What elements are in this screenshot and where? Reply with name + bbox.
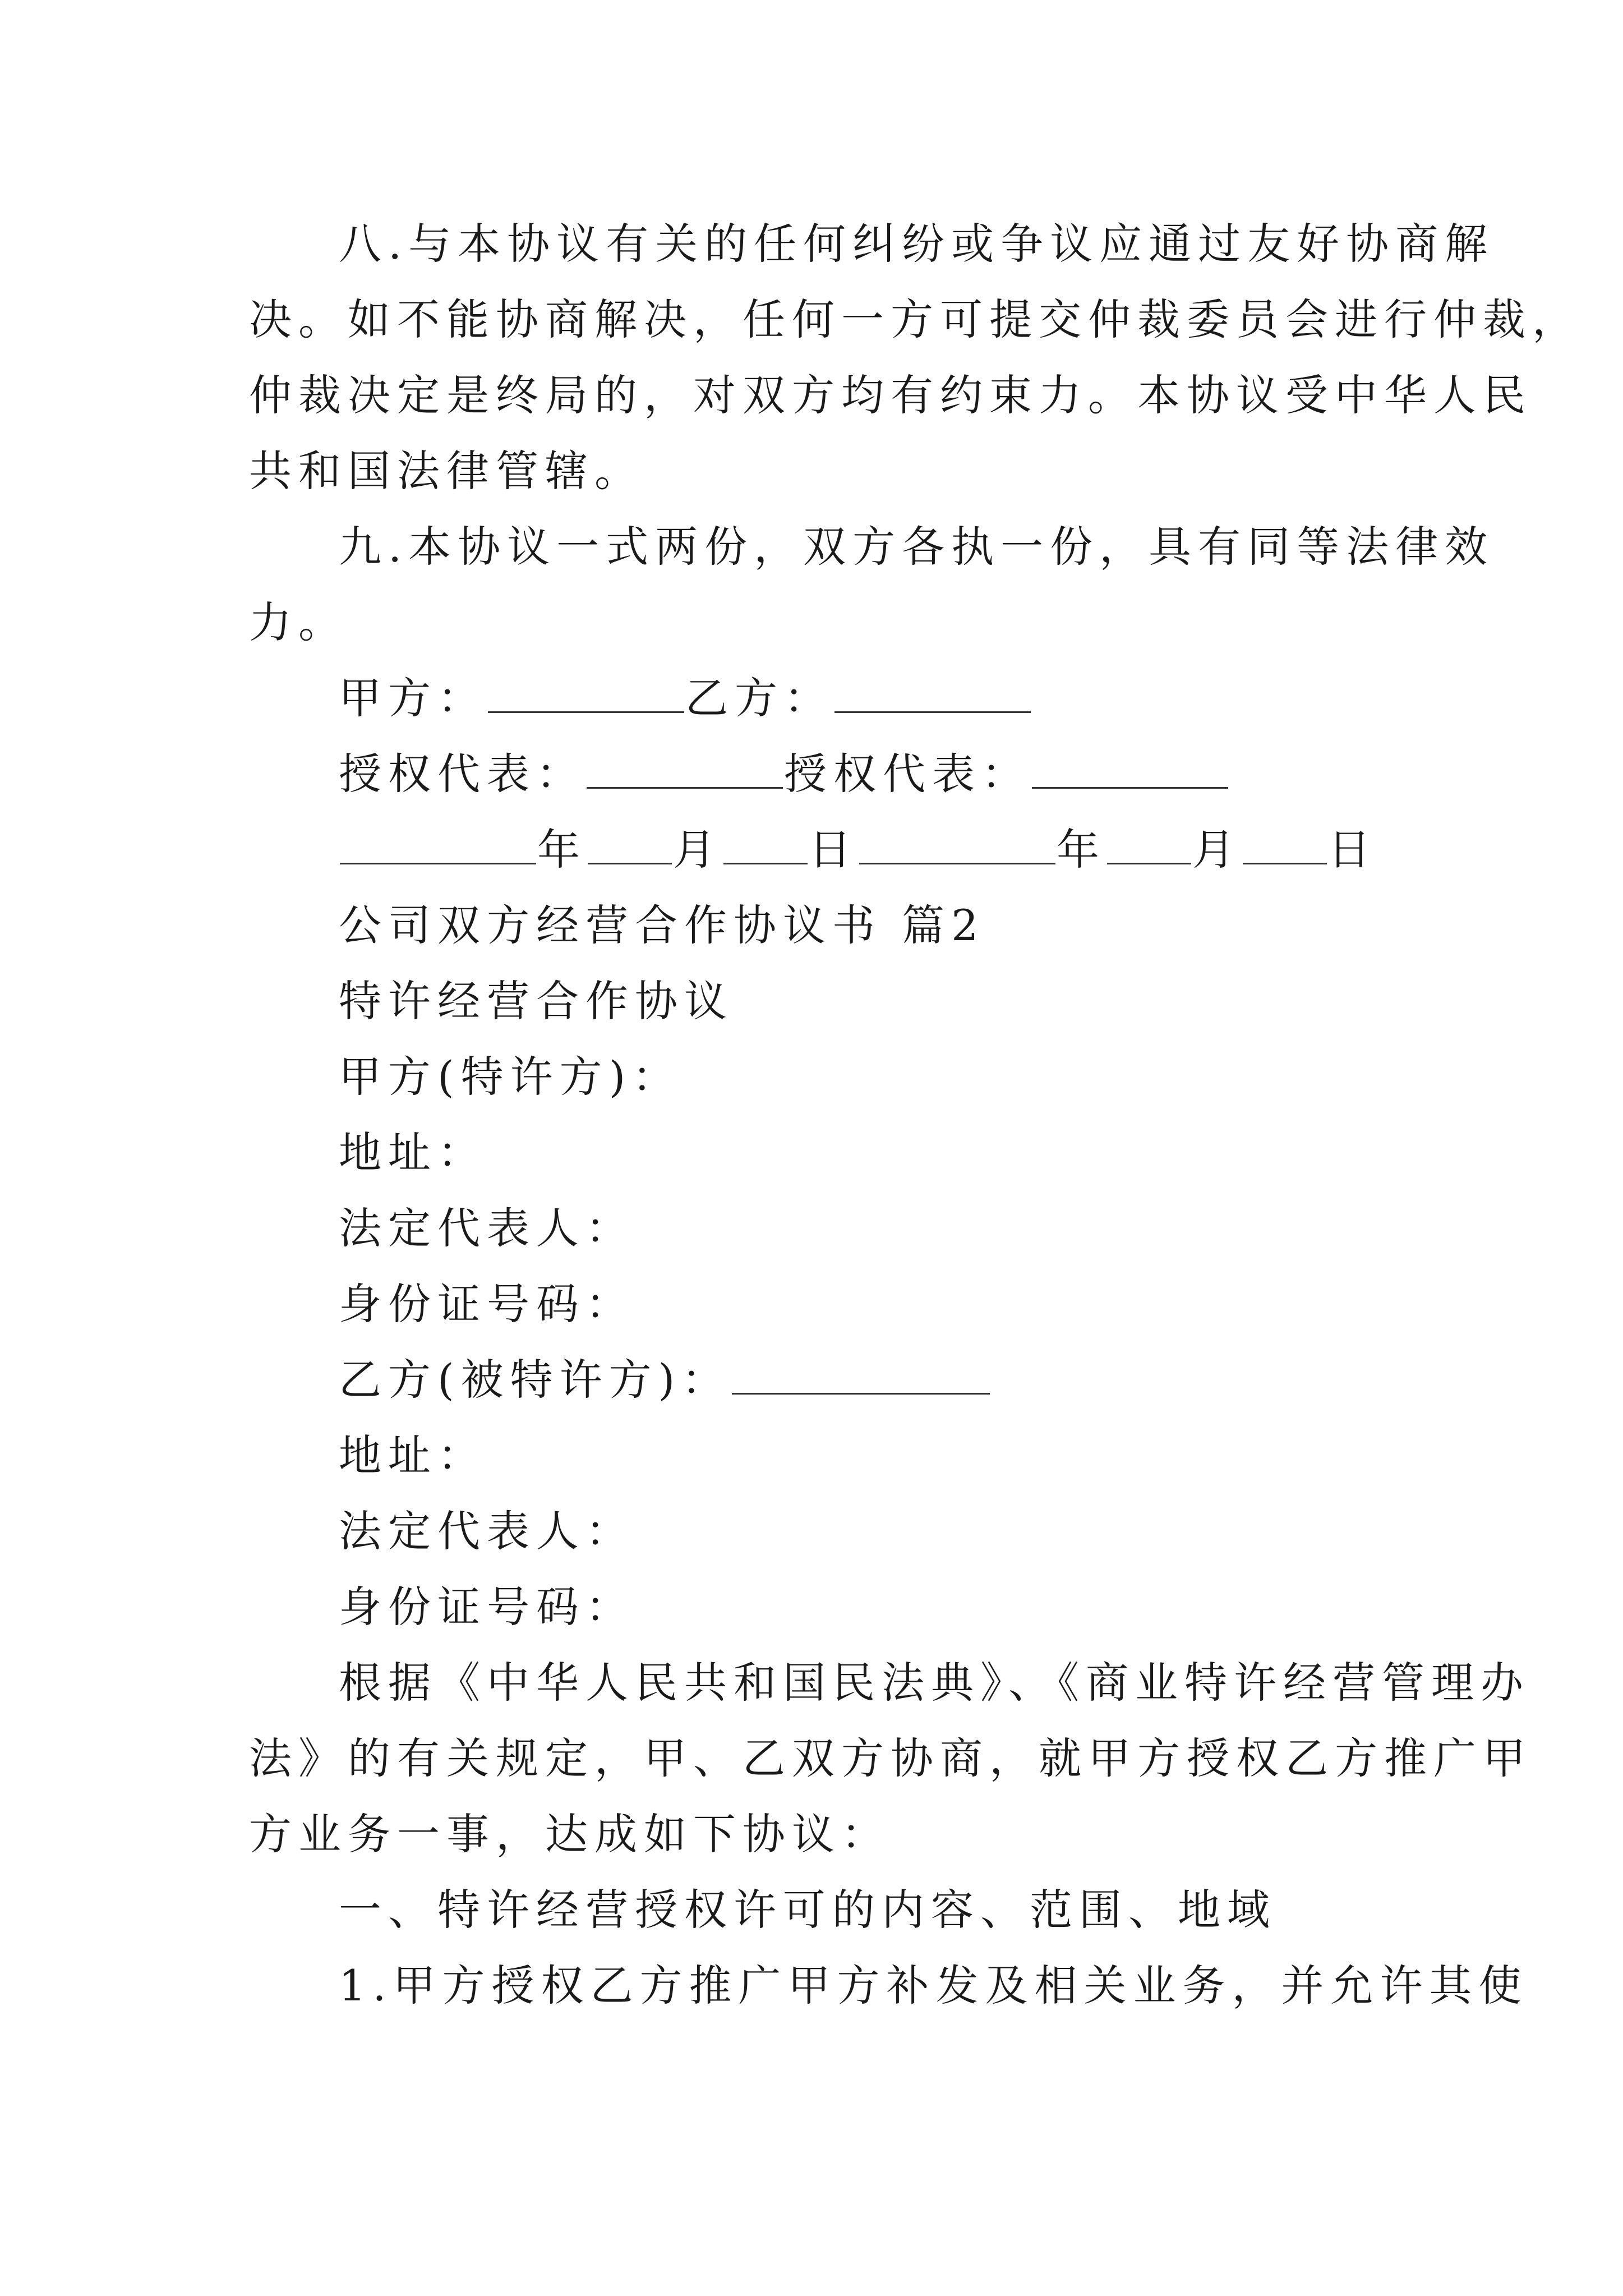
preamble-line-3: 方业务一事，达成如下协议： [249,1809,891,1859]
clause-8-line-2: 决。如不能协商解决，任何一方可提交仲裁委员会进行仲裁， [249,295,1581,344]
signature-parties-line [339,670,1466,726]
clause-8-line-1: 八.与本协议有关的任何纠纷或争议应通过友好协商解 [339,219,1495,269]
signature-reps-line [339,746,1466,802]
party-a-blank [488,672,684,713]
party-b-heading-line [339,1352,1466,1408]
date-a-year: 年 [537,825,587,875]
clause-8-line-4: 共和国法律管辖。 [249,446,644,496]
rep-b-blank [1032,748,1228,789]
clause-9-line-1: 九.本协议一式两份，双方各执一份，具有同等法律效 [339,522,1495,572]
date-b-day: 日 [1328,825,1377,875]
section-2-title: 公司双方经营合作协议书 篇2 [339,900,985,950]
date-b-year: 年 [1057,825,1106,875]
signature-dates-line [339,822,1466,878]
party-b-name-blank [732,1354,990,1395]
party-b-label: 乙方： [685,673,833,723]
party-a-legal-rep: 法定代表人： [339,1203,635,1253]
date-a-day-blank [723,823,808,864]
agreement-title: 特许经营合作协议 [339,976,734,1026]
preamble-line-1: 根据《中华人民共和国民法典》、《商业特许经营管理办 [339,1658,1530,1708]
party-b-address: 地址： [339,1430,487,1480]
date-b-month-blank [1107,823,1191,864]
date-a-blank [340,823,536,864]
date-b-blank [859,823,1055,864]
party-a-id: 身份证号码： [339,1279,635,1329]
rep-a-label: 授权代表： [339,749,585,799]
party-b-legal-rep: 法定代表人： [339,1506,635,1556]
date-a-month: 月 [673,825,722,875]
clause-8-line-3: 仲裁决定是终局的，对双方均有约束力。本协议受中华人民 [249,370,1532,420]
preamble-line-2: 法》的有关规定，甲、乙双方协商，就甲方授权乙方推广甲 [249,1733,1532,1783]
party-b-heading: 乙方(被特许方)： [339,1355,731,1405]
article-1-item-1: 1.甲方授权乙方推广甲方补发及相关业务，并允许其使 [339,1961,1528,2010]
party-a-label: 甲方： [339,673,487,723]
date-b-day-blank [1243,823,1327,864]
rep-a-blank [587,748,783,789]
party-a-address: 地址： [339,1128,487,1177]
date-b-month: 月 [1192,825,1242,875]
date-a-month-blank [588,823,672,864]
party-a-heading: 甲方(特许方)： [339,1052,682,1102]
rep-b-label: 授权代表： [784,749,1031,799]
article-1-title: 一、特许经营授权许可的内容、范围、地域 [339,1885,1276,1935]
party-b-blank [834,672,1031,713]
clause-9-line-2: 力。 [249,597,348,647]
party-b-id: 身份证号码： [339,1582,635,1632]
date-a-day: 日 [809,825,858,875]
